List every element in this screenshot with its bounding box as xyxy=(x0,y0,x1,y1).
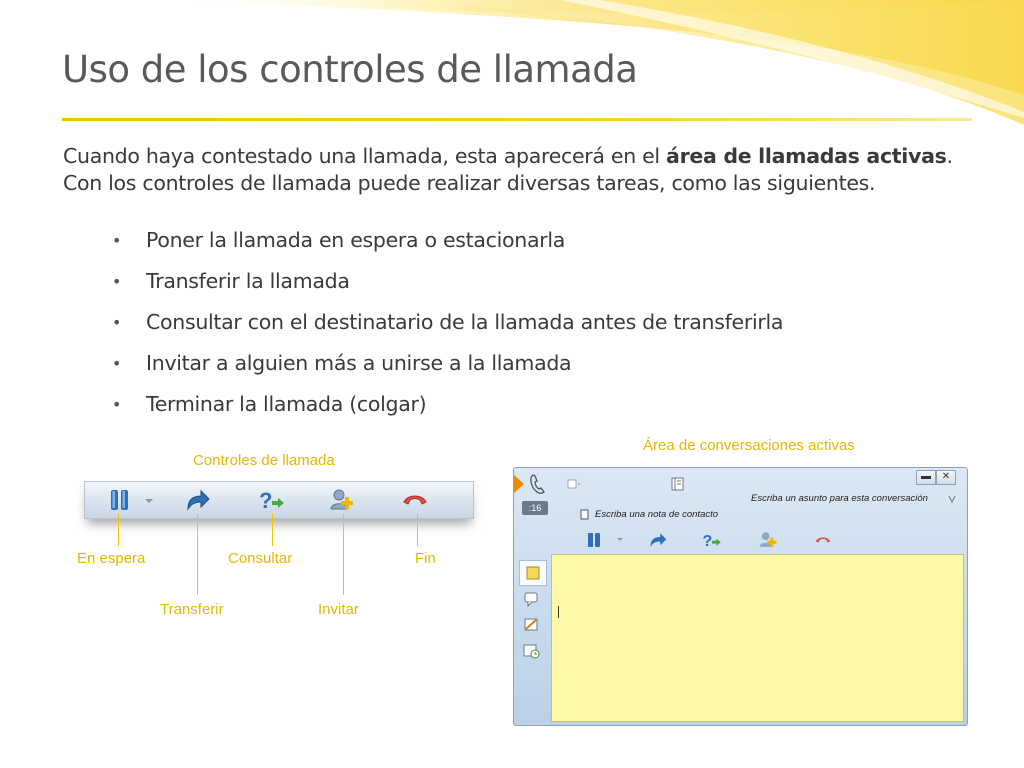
notes-tab[interactable] xyxy=(519,560,547,586)
call-timer: :16 xyxy=(522,501,548,515)
dropdown-arrow-icon[interactable] xyxy=(143,488,155,512)
active-indicator-icon xyxy=(514,475,524,493)
transfer-arrow-icon[interactable] xyxy=(648,531,668,549)
checkbox-icon[interactable] xyxy=(567,478,581,490)
hold-leader-line xyxy=(118,513,119,546)
minimize-button[interactable]: ▬ xyxy=(916,470,936,485)
intro-paragraph xyxy=(63,143,993,197)
chevron-down-icon[interactable] xyxy=(947,493,957,505)
page-title: Uso de los controles de llamada xyxy=(62,48,638,91)
hang-up-icon[interactable] xyxy=(813,532,833,548)
svg-text:?: ? xyxy=(702,531,713,550)
subject-input[interactable]: Escriba un asunto para esta conversación xyxy=(751,493,928,504)
end-leader-line xyxy=(417,513,418,546)
history-icon[interactable] xyxy=(521,642,541,660)
bullet-text: Consultar con el destinatario de la llamada antes de transferirla xyxy=(146,310,784,334)
consult-icon[interactable] xyxy=(701,530,723,550)
call-controls-caption: Controles de llamada xyxy=(193,452,335,469)
bullet-icon: • xyxy=(112,272,122,291)
bullet-text: Transferir la llamada xyxy=(146,269,350,293)
invite-person-icon[interactable] xyxy=(758,530,778,550)
intro-text: Cuando haya contestado una llamada, esta aparecerá en el xyxy=(63,144,667,168)
end-label: Fin xyxy=(415,550,436,567)
intro-bold-term: área de llamadas activas xyxy=(666,144,947,168)
contact-card-icon[interactable] xyxy=(670,476,686,492)
hold-label: En espera xyxy=(77,550,146,567)
transfer-label: Transferir xyxy=(160,601,224,618)
bullet-icon: • xyxy=(112,313,122,332)
consult-icon[interactable] xyxy=(257,488,287,512)
consult-leader-line xyxy=(272,513,273,546)
pause-icon[interactable] xyxy=(107,488,133,512)
bullet-text: Terminar la llamada (colgar) xyxy=(146,392,427,416)
contacts-tools-icon[interactable] xyxy=(521,616,541,634)
note-icon xyxy=(526,566,540,580)
transfer-leader-line xyxy=(197,513,198,595)
phone-icon xyxy=(529,473,547,495)
intro-period: . xyxy=(946,144,953,168)
hang-up-icon[interactable] xyxy=(402,488,428,512)
bullet-icon: • xyxy=(112,395,122,414)
note-icon xyxy=(580,509,590,521)
text-cursor xyxy=(558,606,559,618)
consult-label: Consultar xyxy=(228,550,293,567)
conversation-window xyxy=(513,467,968,726)
dropdown-arrow-icon[interactable] xyxy=(616,534,624,544)
invite-leader-line xyxy=(343,513,344,595)
intro-second-line: Con los controles de llamada puede realizar diversas tareas, como las siguientes. xyxy=(63,171,876,195)
chat-bubble-icon[interactable] xyxy=(521,590,541,608)
svg-text:?: ? xyxy=(259,488,273,512)
invite-person-icon[interactable] xyxy=(329,488,355,512)
contact-note-input[interactable]: Escriba una nota de contacto xyxy=(595,509,719,520)
invite-label: Invitar xyxy=(318,601,359,618)
transfer-arrow-icon[interactable] xyxy=(185,488,211,512)
notes-area[interactable] xyxy=(551,554,964,722)
bullet-icon: • xyxy=(112,354,122,373)
bullet-icon: • xyxy=(112,231,122,250)
pause-icon[interactable] xyxy=(586,531,602,549)
close-button[interactable]: ✕ xyxy=(936,470,956,485)
call-controls-toolbar xyxy=(84,481,474,519)
bullet-text: Invitar a alguien más a unirse a la llamada xyxy=(146,351,572,375)
title-underline xyxy=(62,118,972,121)
bullet-text: Poner la llamada en espera o estacionarla xyxy=(146,228,566,252)
conversation-area-caption: Área de conversaciones activas xyxy=(643,437,855,454)
